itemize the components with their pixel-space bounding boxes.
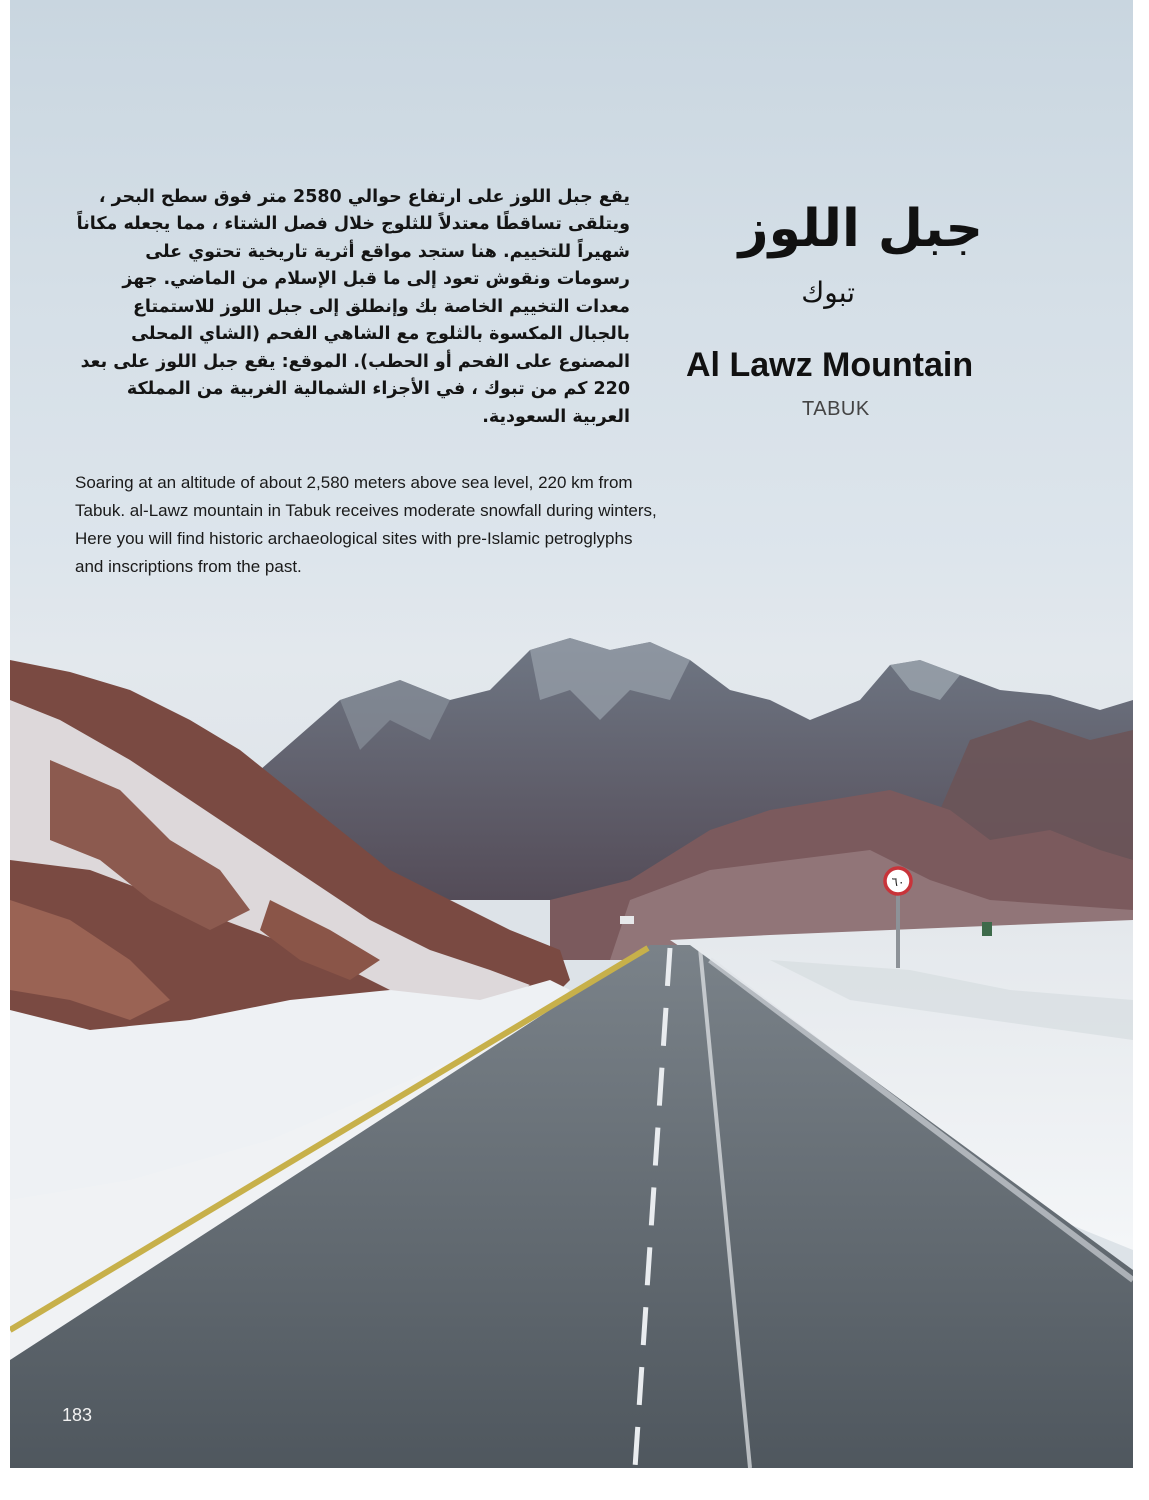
title-english: Al Lawz Mountain [686, 346, 974, 384]
subtitle-english: TABUK [802, 398, 870, 420]
title-arabic: جبل اللوز [738, 199, 983, 259]
body-text-english: Soaring at an altitude of about 2,580 meters above sea level, 220 km from Tabuk. al-Lawz mountain in Tabuk receives moderate snowfall during winters, Here you will find historic archaeological sites with pre-Islamic petroglyphs and inscriptions from the past. [75, 473, 657, 576]
subtitle-arabic: تبوك [801, 276, 855, 309]
magazine-page [10, 0, 1133, 1468]
body-text-arabic: يقع جبل اللوز على ارتفاع حوالي 2580 متر فوق سطح البحر ، ويتلقى تساقطًا معتدلاً للثلوج خلال فصل الشتاء ، مما يجعله مكاناً شهيراً للتخييم. هنا ستجد مواقع أثرية تاريخية تحتوي على رسومات ونقوش تعود إلى ما قبل الإسلام من الماضي. جهز معدات التخييم الخاصة بك وإنطلق إلى جبل اللوز للاستمتاع بالجبال المكسوة بالثلوج مع الشاهي الفحم (الشاي المحلى المصنوع على الفحم أو الحطب). الموقع: يقع جبل اللوز على بعد 220 كم من تبوك ، في الأجزاء الشمالية الغربية من المملكة العربية السعودية. [76, 186, 630, 427]
page-number: 183 [62, 1405, 93, 1425]
speed-limit-value: ٦٠ [891, 875, 905, 889]
